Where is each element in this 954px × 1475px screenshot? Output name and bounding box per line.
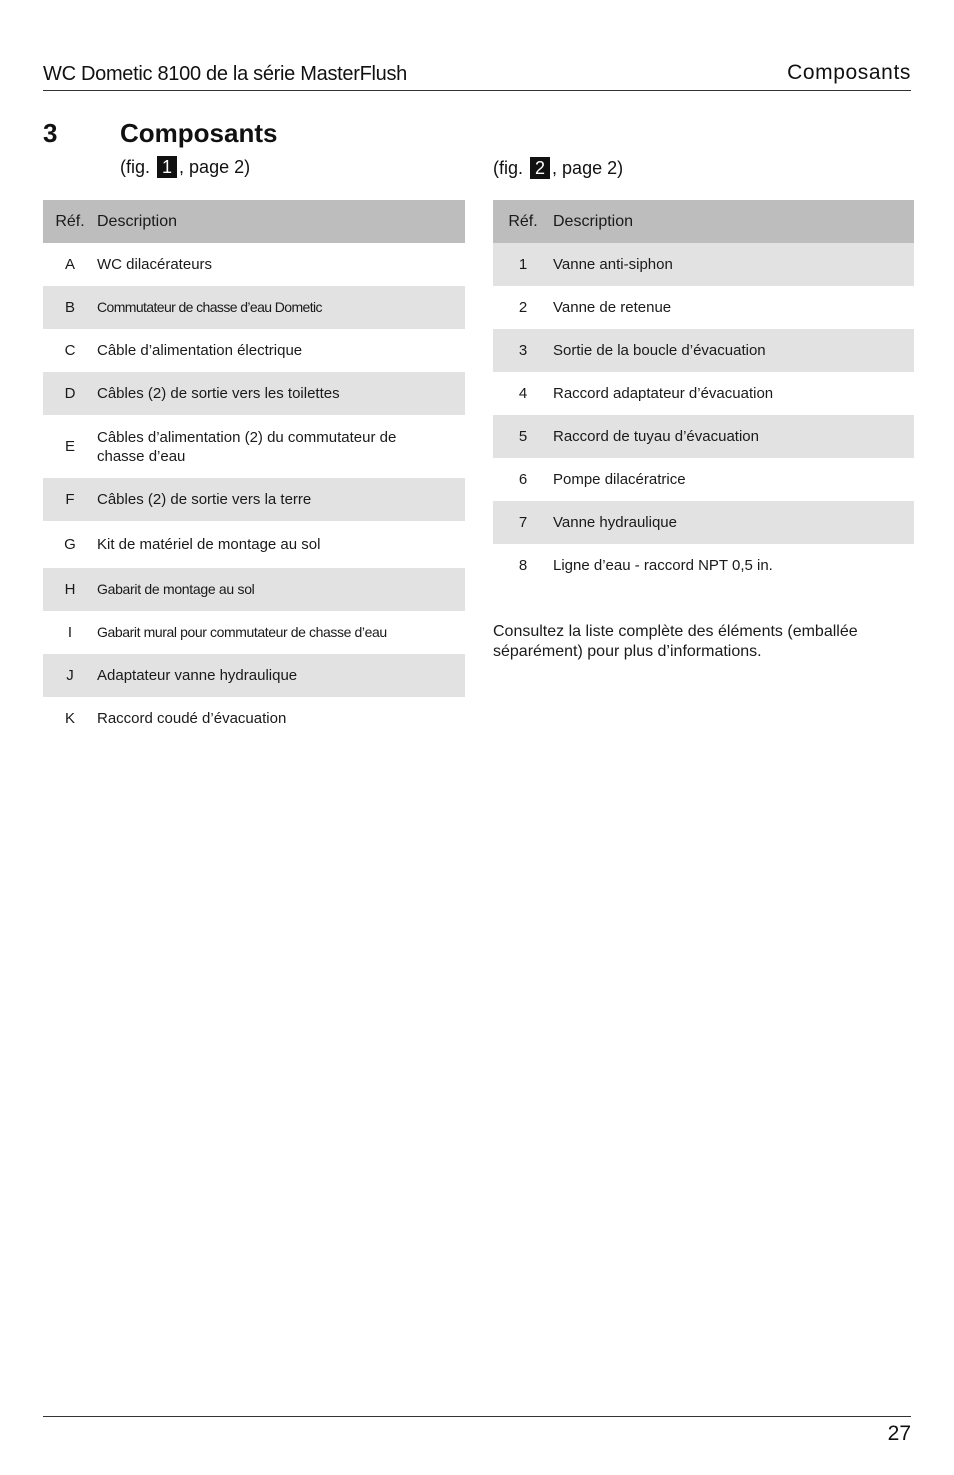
table-row [493,329,914,372]
table-row [43,329,465,372]
description-cell: Câbles (2) de sortie vers les toilettes [97,372,465,415]
ref-cell: E [64,438,75,455]
description-cell: Câbles d’alimentation (2) du commutateur de chasse d’eau [97,428,397,465]
table-row [43,568,465,611]
ref-cell: D [43,372,97,415]
description-cell: Pompe dilacératrice [553,471,686,488]
description-cell: Raccord adaptateur d’évacuation [553,385,774,402]
table-row [43,611,465,654]
figure-reference-right [493,157,623,179]
ref-cell: 1 [493,243,553,286]
description-cell: Kit de matériel de montage au sol [97,536,321,553]
table-row [43,415,465,478]
page-number: 27 [887,1422,911,1445]
col-header-ref: Réf. [43,200,97,243]
table-row [43,521,465,568]
description-cell: Gabarit de montage au sol [97,568,465,611]
running-section-title: Composants [787,61,911,84]
ref-cell: 4 [518,385,528,402]
table-row [493,544,914,587]
table-row [493,286,914,329]
ref-cell: J [43,654,97,697]
ref-cell: 7 [493,501,553,544]
table-row [43,478,465,521]
ref-cell: I [67,624,73,641]
components-table-numbers [493,200,914,587]
description-cell: Vanne de retenue [553,299,672,316]
ref-cell: G [64,536,76,553]
ref-cell: 6 [518,471,528,488]
description-cell: Raccord de tuyau d’évacuation [553,415,914,458]
col-header-ref: Réf. [493,200,553,243]
table-header-row [43,200,465,243]
ref-cell: C [64,342,76,359]
ref-cell: H [43,568,97,611]
figure-number-badge: 1 [157,156,177,178]
description-cell: Sortie de la boucle d’évacuation [553,329,914,372]
chapter-number: 3 [43,118,58,148]
note-paragraph: Consultez la liste complète des éléments (emballée séparément) pour plus d’informations. [493,623,858,660]
fig-suffix: , page 2) [552,158,624,178]
table-row [493,372,914,415]
components-table-letters [43,200,465,740]
ref-cell: A [64,256,75,273]
description-cell: Gabarit mural pour commutateur de chasse d’eau [97,624,387,640]
fig-suffix: , page 2) [179,157,251,177]
chapter-title: Composants [120,118,278,148]
table-row [43,697,465,740]
table-row [43,654,465,697]
table-row [43,286,465,329]
ref-cell: B [43,286,97,329]
ref-cell: 8 [518,557,528,574]
table-row [43,372,465,415]
ref-cell: K [64,710,75,727]
table-row [43,243,465,286]
ref-cell: F [43,478,97,521]
document-title: WC Dometic 8100 de la série MasterFlush [43,63,407,85]
table-row [493,458,914,501]
description-cell: Câble d’alimentation électrique [97,342,303,359]
footer-divider [43,1416,911,1417]
header-divider [43,90,911,91]
table-row [493,243,914,286]
description-cell: Adaptateur vanne hydraulique [97,654,465,697]
fig-prefix: (fig. [120,157,151,177]
ref-cell: 3 [493,329,553,372]
description-cell: WC dilacérateurs [97,256,213,273]
col-header-description: Description [97,200,465,243]
fig-prefix: (fig. [493,158,524,178]
description-cell: Vanne hydraulique [553,501,914,544]
table-header-row [493,200,914,243]
ref-cell: 5 [493,415,553,458]
table-row [493,501,914,544]
description-cell: Câbles (2) de sortie vers la terre [97,478,465,521]
figure-reference-left [120,156,250,178]
description-cell: Raccord coudé d’évacuation [97,710,287,727]
description-cell: Vanne anti-siphon [553,243,914,286]
description-cell: Commutateur de chasse d’eau Dometic [97,286,465,329]
table-row [493,415,914,458]
figure-number-badge: 2 [530,157,550,179]
col-header-description: Description [553,200,914,243]
description-cell: Ligne d’eau - raccord NPT 0,5 in. [553,557,773,574]
ref-cell: 2 [518,299,528,316]
